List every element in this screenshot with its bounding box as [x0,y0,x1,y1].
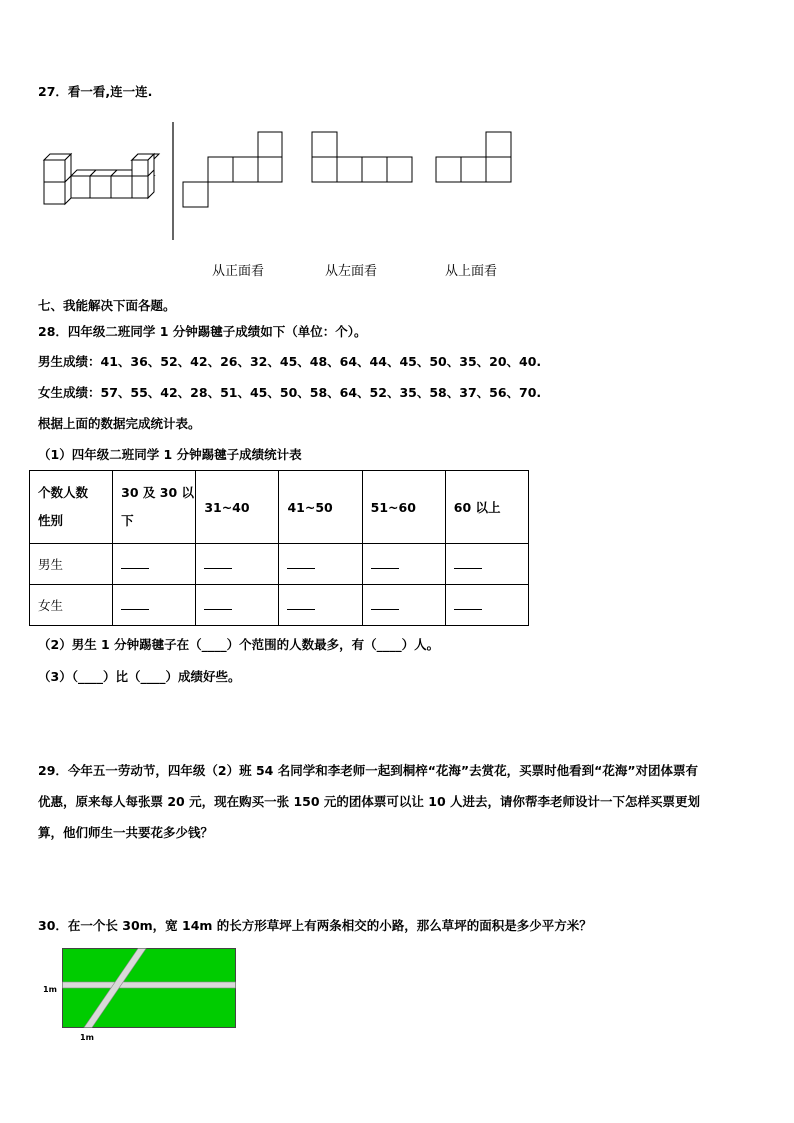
answer-blank[interactable] [113,585,196,626]
q28-title: 28．四年级二班同学 1 分钟踢毽子成绩如下（单位：个）。 [38,324,367,339]
q28-boys-scores: 男生成绩：41、36、52、42、26、32、45、48、64、44、45、50、35、20、40. [38,354,542,369]
col-header-51-60: 51~60 [362,471,445,544]
answer-blank[interactable] [113,544,196,585]
view-shape-b [312,132,416,186]
view-label-left: 从左面看 [325,264,378,279]
q28-instruction: 根据上面的数据完成统计表。 [38,416,201,431]
q28-subquestion-3: （3）（____）比（____）成绩好些。 [38,669,241,684]
answer-blank[interactable] [279,585,362,626]
lawn-diagram [62,948,236,1028]
q28-girls-scores: 女生成绩：57、55、42、28、51、45、50、58、64、52、35、58、37、56、70. [38,385,542,400]
q28-table-title: （1）四年级二班同学 1 分钟踢毽子成绩统计表 [38,447,302,462]
table-corner-cell [30,471,113,544]
q30-title: 30．在一个长 30m，宽 14m 的长方形草坪上有两条相交的小路，那么草坪的面积是多少平方米？ [38,918,592,933]
view-shape-a [183,132,285,210]
q29-line3: 算，他们师生一共要花多少钱？ [38,825,214,840]
view-label-top: 从上面看 [445,264,498,279]
col-header-60-above: 60 以上 [445,471,528,544]
divider-line [172,122,174,240]
col1-line1: 30 及 30 以 [121,485,195,500]
col1-line2: 下 [121,513,134,528]
score-stat-table [29,470,529,626]
answer-blank[interactable] [196,585,279,626]
answer-blank[interactable] [196,544,279,585]
section-7-title: 七、我能解决下面各题。 [38,298,176,313]
view-label-front: 从正面看 [212,264,265,279]
row-header-girls: 女生 [30,585,113,626]
col-header-30-below [113,471,196,544]
corner-top-label: 个数人数 [38,485,89,500]
cube-stack-figure [40,150,160,220]
col-header-41-50: 41~50 [279,471,362,544]
answer-blank[interactable] [279,544,362,585]
corner-bottom-label: 性别 [38,513,64,528]
col-header-31-40: 31~40 [196,471,279,544]
path-width-label-bottom: 1m [80,1033,94,1042]
row-header-boys: 男生 [30,544,113,585]
view-shape-c [436,132,516,186]
answer-blank[interactable] [445,544,528,585]
q29-line2: 优惠，原来每人每张票 20 元，现在购买一张 150 元的团体票可以让 10 人进去，请你帮李老师设计一下怎样买票更划 [38,794,700,809]
q27-title: 27．看一看,连一连. [38,84,153,99]
answer-blank[interactable] [362,544,445,585]
path-width-label-left: 1m [43,985,57,994]
answer-blank[interactable] [362,585,445,626]
answer-blank[interactable] [445,585,528,626]
horizontal-path [63,982,236,988]
q28-subquestion-2: （2）男生 1 分钟踢毽子在（____）个范围的人数最多，有（____）人。 [38,637,440,652]
q29-line1: 29．今年五一劳动节，四年级（2）班 54 名同学和李老师一起到桐梓“花海”去赏花，买票时他看到“花海”对团体票有 [38,763,699,778]
